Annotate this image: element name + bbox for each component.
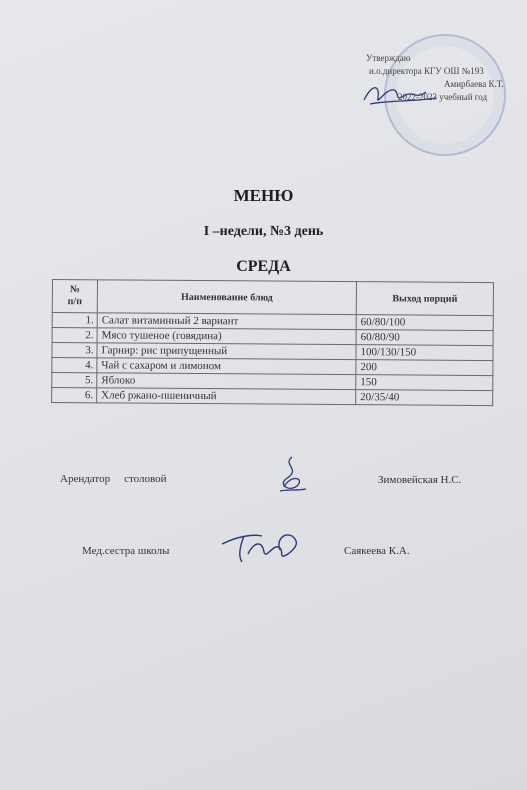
row-num: 6. [52,388,97,403]
header-num-line1: № [69,284,80,296]
document-subtitle: I –недели, №3 день [203,224,324,239]
nurse-name: Саякеева К.А. [344,545,410,557]
row-output: 150 [356,375,493,391]
row-dish: Хлеб ржано-пшеничный [97,388,356,405]
menu-table [51,279,494,406]
header-output: Выход порций [356,282,493,316]
row-output: 60/80/90 [356,330,493,346]
row-dish: Мясо тушеное (говядина) [97,328,356,345]
table-header-row [52,280,493,316]
row-num: 4. [52,358,97,373]
tenant-label [60,473,166,485]
row-num: 3. [52,343,97,358]
row-output: 60/80/100 [356,315,493,331]
row-output: 20/35/40 [356,390,493,406]
row-num: 5. [52,373,97,388]
table-row [52,388,493,406]
approval-line-3: Амирбаева К.Т. [444,79,504,90]
header-name: Наименование блюд [97,280,356,315]
row-output: 100/130/150 [356,345,493,361]
document-title: МЕНЮ [233,186,294,205]
row-output: 200 [356,360,493,376]
approval-block [366,52,516,104]
tenant-name: Зимовейская Н.С. [378,474,462,486]
header-num [52,280,97,313]
row-dish: Гарнир: рис припущенный [97,343,356,360]
approval-line-2: и.о.директора КГУ ОШ №193 [369,66,484,77]
tenant-label-part1: Арендатор [60,473,111,485]
row-dish: Чай с сахаром и лимоном [97,358,356,375]
row-dish: Салат витаминный 2 вариант [97,313,356,330]
tenant-label-part2: столовой [124,473,167,485]
nurse-signature [218,526,304,568]
nurse-label: Мед.сестра школы [82,545,170,557]
header-num-line2: п/п [67,296,83,308]
approval-line-1: Утверждаю [366,53,411,63]
day-heading: СРЕДА [236,258,291,275]
tenant-signature [272,455,312,497]
row-num: 2. [52,328,97,343]
row-num: 1. [52,313,97,328]
approval-line-4: 2022-2023 учебный год [398,92,488,103]
row-dish: Яблоко [97,373,356,390]
